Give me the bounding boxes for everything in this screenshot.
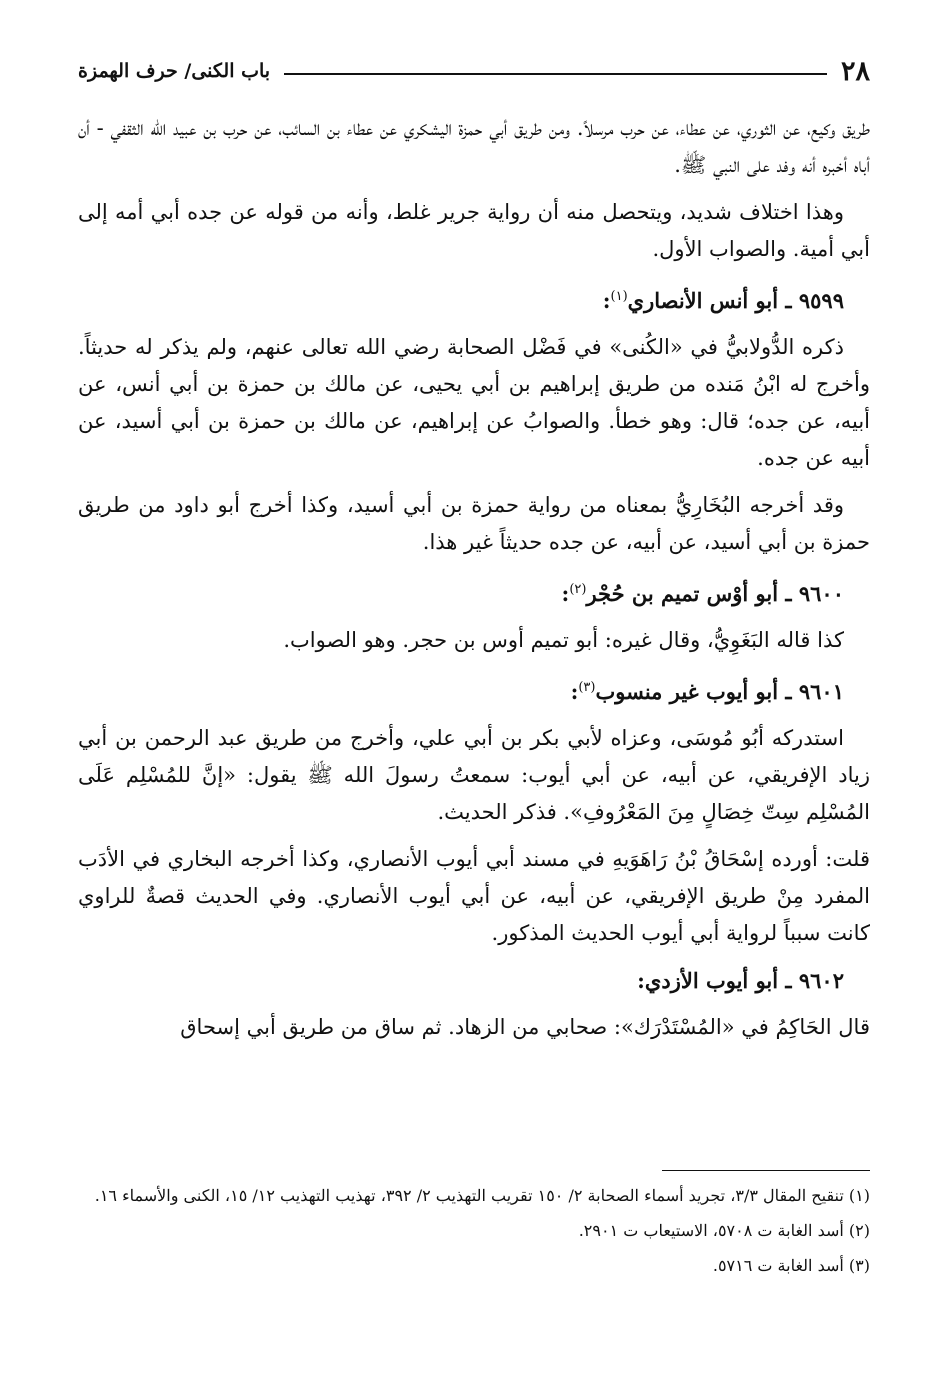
running-title: باب الكنى/ حرف الهمزة <box>78 60 271 82</box>
entry-heading <box>78 278 870 319</box>
paragraph: وقد أخرجه البُخَارِيُّ بمعناه من رواية حمزة بن أبي أسيد، وكذا أخرج أبو داود من طريق حمزة بن أبي أسيد، عن أبيه، عن جده حديثاً غير هذا. <box>78 493 870 554</box>
paragraph: قال الحَاكِمُ في «المُسْتَدْرَك»: صحابي من الزهاد. ثم ساق من طريق أبي إسحاق <box>180 1015 870 1039</box>
heading-colon: : <box>561 581 570 606</box>
footnote: (٢) أسد الغابة ت ٥٧٠٨، الاستيعاب ت ٢٩٠١. <box>578 1221 870 1240</box>
heading-colon: : <box>602 288 611 313</box>
entry-heading-text: ٩٦٠٠ ـ أبو أوْس تميم بن حُجْر <box>586 581 844 606</box>
footnote-ref: (٢) <box>569 582 587 597</box>
paragraph: استدركه أبُو مُوسَى، وعزاه لأبي بكر بن أبي علي، وأخرج من طريق عبد الرحمن بن أبي زياد الإفريقي، عن أبيه، عن أبي أيوب: سمعتُ رسولَ الله ﷺ يقول: «إنَّ للمُسْلِم عَلَى المُسْلِم سِتّ خِصَالٍ مِنَ المَعْرُوفِ». فذكر الحديث. <box>78 726 870 824</box>
entry-heading: ٩٦٠٢ ـ أبو أيوب الأزدي: <box>637 968 844 993</box>
heading-colon: : <box>570 679 579 704</box>
paragraph: وهذا اختلاف شديد، ويتحصل منه أن رواية جرير غلط، وأنه من قوله عن جده أبي أمه إلى أبي أمية. والصواب الأول. <box>78 200 870 261</box>
entry-heading-text: ٩٦٠١ ـ أبو أيوب غير منسوب <box>595 679 844 704</box>
main-text <box>78 110 870 1056</box>
paragraph: كذا قاله البَغَوِيُّ، وقال غيره: أبو تميم أوس بن حجر. وهو الصواب. <box>283 628 844 652</box>
entry-heading-text: ٩٥٩٩ ـ أبو أنس الأنصاري <box>627 288 844 313</box>
footnote-ref: (٣) <box>578 680 596 695</box>
footnote: (٣) أسد الغابة ت ٥٧١٦. <box>712 1256 870 1275</box>
footnote-rule <box>662 1170 870 1171</box>
paragraph: طريق وكيع، عن الثوري، عن عطاء، عن حرب مرسلاً. ومن طريق أبي حمزة اليشكري عن عطاء بن السائب، عن حرب بن عبيد الله الثقفي - أن أباه أخبره أنه وفد على النبي ﷺ. <box>78 116 870 177</box>
page-header <box>78 54 870 88</box>
entry-heading <box>78 571 870 612</box>
entry-heading <box>78 669 870 710</box>
header-rule <box>284 73 827 75</box>
footnote-ref: (١) <box>610 289 628 304</box>
footnotes <box>78 1180 870 1285</box>
paragraph: قلت: أورده إسْحَاقُ بْنُ رَاهَوَيهِ في مسند أبي أيوب الأنصاري، وكذا أخرجه البخاري في الأدَب المفرد مِنْ طريق الإفريقي، عن أبيه، عن أبي أيوب الأنصاري. وفي الحديث قصةٌ للراوي كانت سبباً لرواية أبي أيوب الحديث المذكور. <box>78 847 870 945</box>
page-number: ٢٨ <box>840 55 870 87</box>
footnote: (١) تنقيح المقال ٣/٣، تجريد أسماء الصحابة ٢/ ١٥٠ تقريب التهذيب ٢/ ٣٩٢، تهذيب التهذيب ١٢/ ١٥، الكنى والأسماء ١٦. <box>94 1186 870 1205</box>
paragraph: ذكره الدُّولابيُّ في «الكُنى» في فَضْل الصحابة رضي الله تعالى عنهم، ولم يذكر له حديثاً. وأخرج له ابْنُ مَنده من طريق إبراهيم بن أبي يحيى، عن مالك بن حمزة بن أبي أنس، عن أبيه، عن جده؛ قال: وهو خطأ. والصوابُ عن إبراهيم، عن مالك بن حمزة بن أبي أسيد، عن أبيه عن جده. <box>78 335 870 470</box>
